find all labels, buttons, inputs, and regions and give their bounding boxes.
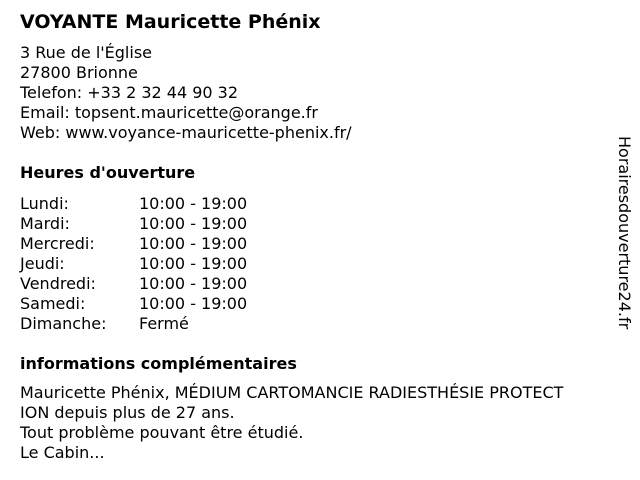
day-label: Jeudi: — [20, 254, 65, 273]
info-heading: informations complémentaires — [20, 354, 297, 373]
site-watermark: Horairesdouverture24.fr — [615, 136, 634, 330]
contact-block — [20, 43, 352, 143]
day-hours: 10:00 - 19:00 — [139, 234, 248, 253]
day-label: Lundi: — [20, 194, 69, 213]
info-line: Tout problème pouvant être étudié. — [20, 423, 304, 442]
city-address: 27800 Brionne — [20, 63, 138, 82]
hours-heading: Heures d'ouverture — [20, 163, 196, 182]
info-line: ION depuis plus de 27 ans. — [20, 403, 235, 422]
day-label: Samedi: — [20, 294, 86, 313]
info-text — [20, 383, 624, 463]
day-hours: 10:00 - 19:00 — [139, 214, 248, 233]
day-hours: Fermé — [139, 314, 189, 333]
phone-number: Telefon: +33 2 32 44 90 32 — [20, 83, 239, 102]
email-address: Email: topsent.mauricette@orange.fr — [20, 103, 318, 122]
day-hours: 10:00 - 19:00 — [139, 194, 248, 213]
info-line: Le Cabin... — [20, 443, 105, 462]
day-label: Mercredi: — [20, 234, 95, 253]
day-label: Dimanche: — [20, 314, 107, 333]
day-label: Vendredi: — [20, 274, 96, 293]
day-label: Mardi: — [20, 214, 70, 233]
street-address: 3 Rue de l'Église — [20, 43, 152, 62]
info-line: Mauricette Phénix, MÉDIUM CARTOMANCIE RADIESTHÉSIE PROTECT — [20, 383, 564, 402]
business-name: VOYANTE Mauricette Phénix — [20, 11, 321, 33]
day-hours: 10:00 - 19:00 — [139, 294, 248, 313]
day-hours: 10:00 - 19:00 — [139, 274, 248, 293]
website: Web: www.voyance-mauricette-phenix.fr/ — [20, 123, 352, 142]
day-hours: 10:00 - 19:00 — [139, 254, 248, 273]
